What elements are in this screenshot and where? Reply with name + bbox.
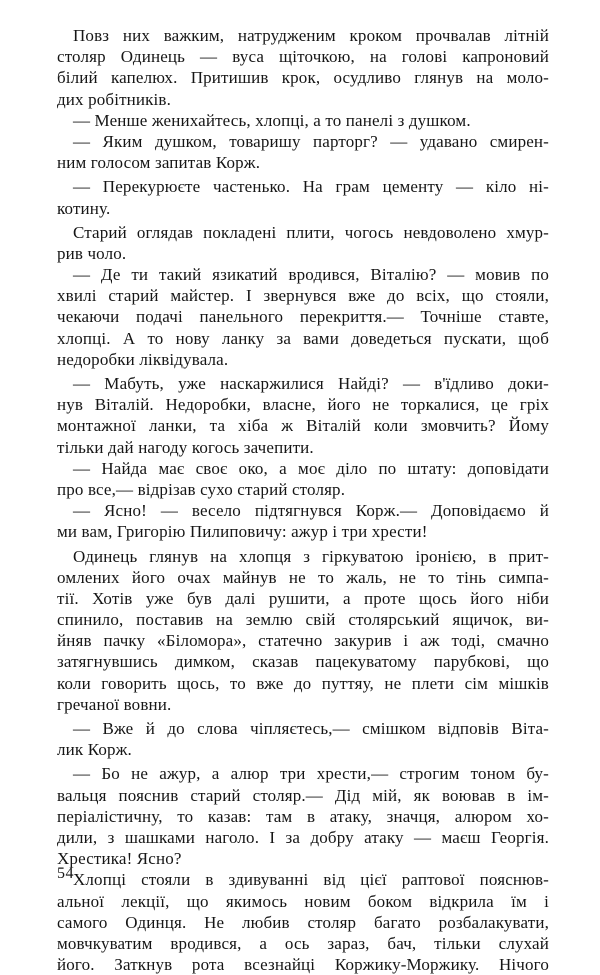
text-line: ним голосом запитав Корж. <box>57 153 261 173</box>
text-line: вальця пояснив старий столяр.— Дід мій, як воював в ім- <box>57 785 549 805</box>
text-line: хлопці. А то нову ланку за вами доведеться пускати, щоб <box>57 328 549 348</box>
text-line: — Найда має своє око, а моє діло по штату: доповідати <box>73 458 549 478</box>
text-line: мовчкуватим вродився, а ось зараз, бач, тільки слухай <box>57 933 549 953</box>
text-line: нув Віталій. Недоробки, власне, його не торкалися, це гріх <box>57 395 549 415</box>
text-line: йняв пачку «Біломора», статечно закурив і аж тоді, смачно <box>57 631 549 651</box>
text-line: Повз них важким, натрудженим кроком прочвалав літній <box>73 26 549 45</box>
text-line: Хлопці стояли в здивуванні від цієї раптової пояснюв- <box>73 870 549 890</box>
text-line: омлених його очах майнув не то жаль, не то тінь симпа- <box>57 567 549 587</box>
text-line: коли говорить щось, то вже до путтяу, не плети сім мішків <box>57 673 549 693</box>
text-line: — Вже й до слова чіпляєтесь,— смішком відповів Віта- <box>73 719 549 738</box>
text-line: періалістичну, то казав: там в атаку, значця, алюром хо- <box>57 806 549 826</box>
text-line: самого Одинця. Не любив столяр багато розбалакувати, <box>57 912 549 932</box>
text-line: — Яким душком, товаришу парторг? — удавано смирен- <box>73 131 549 151</box>
text-line: тії. Хотів уже був далі рушити, а проте щось його ніби <box>57 588 549 608</box>
text-line: — Менше женихайтесь, хлопці, а то панелі з душком. <box>73 110 471 130</box>
text-line: чекаючи подачі панельного перекриття.— Точніше ставте, <box>57 307 549 327</box>
text-line: лик Корж. <box>57 740 132 760</box>
text-line: його. Заткнув рота всезнайці Коржику-Моржику. Нічого <box>57 955 549 975</box>
text-line: — Перекурюєте частенько. На грам цементу — кіло ні- <box>73 177 549 197</box>
text-line: Одинець глянув на хлопця з гіркуватою іронією, в прит- <box>73 546 549 566</box>
text-line: дили, з шашками наголо. І за добру атаку — маєш Георгія. <box>57 827 549 847</box>
text-line: рив чоло. <box>57 243 127 263</box>
text-line: недоробки ліквідувала. <box>57 349 229 369</box>
text-line: — Бо не ажур, а алюр три хрести,— строгим тоном бу- <box>73 764 549 784</box>
text-line: ми вам, Григорію Пилиповичу: ажур і три хрести! <box>57 522 428 542</box>
text-line: про все,— відрізав сухо старий столяр. <box>57 479 346 499</box>
text-line: монтажної ланки, та хіба ж Віталій коли змовчить? Йому <box>57 416 549 436</box>
text-line: білий капелюх. Притишив крок, осудливо глянув на моло- <box>57 68 549 88</box>
text-line: котину. <box>57 198 111 218</box>
text-line: Хрестика! Ясно? <box>57 849 182 869</box>
text-line: дих робітників. <box>57 89 172 109</box>
text-line: — Ясно! — весело підтягнувся Корж.— Доповідаємо й <box>73 501 549 521</box>
text-line: затягнувшись димком, сказав пацекуватому парубкові, що <box>57 652 549 672</box>
text-line: — Мабуть, уже наскаржилися Найді? — в'їдливо доки- <box>73 374 549 393</box>
text-line: столяр Одинець — вуса щіточкою, на голові капроновий <box>57 47 549 67</box>
page-number: 54 <box>57 865 74 882</box>
text-line: спинило, поставив на землю свій столярський ящичок, ви- <box>57 610 549 630</box>
text-line: тільки дай нагоду когось зачепити. <box>57 437 314 457</box>
text-line: — Де ти такий язикатий вродився, Віталію? — мовив по <box>73 265 549 285</box>
text-line: Старий оглядав покладені плити, чогось невдоволено хмур- <box>73 222 549 242</box>
text-line: альної лекції, що якимось новим боком відкрила їм і <box>57 891 549 911</box>
body-text <box>57 25 549 975</box>
text-line: гречаної вовни. <box>57 694 172 714</box>
text-line: хвилі старий майстер. І звернувся вже до всіх, що стояли, <box>57 286 549 306</box>
